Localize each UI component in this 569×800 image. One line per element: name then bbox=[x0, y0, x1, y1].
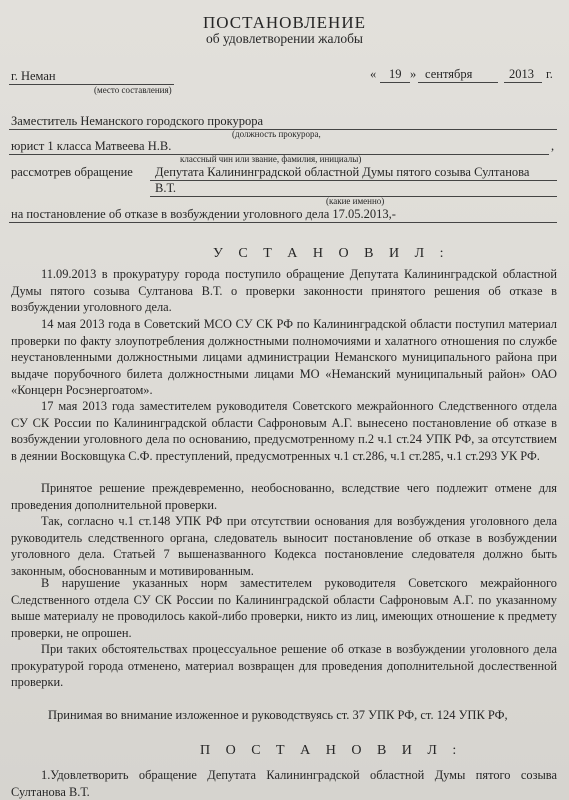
appeal-label: рассмотрев обращение bbox=[11, 165, 133, 179]
date-year-underline bbox=[504, 82, 542, 83]
appeal-line1-underline bbox=[150, 180, 557, 181]
date-year: 2013 bbox=[509, 67, 534, 81]
date-month-underline bbox=[418, 82, 498, 83]
paragraph-6: В нарушение указанных норм заместителем руководителя Советского межрайонного Следственного отдела СУ СК России по Калининградской области Сафроновым А.Г. по указанному выше материалу не проводилось какой-либо проверки, никто из лиц, имеющих отношение к предмету проверки, не опрошен. bbox=[11, 576, 557, 640]
date-year-suffix: г. bbox=[546, 67, 553, 81]
document-title: ПОСТАНОВЛЕНИЕ bbox=[202, 13, 366, 32]
date-open-quote: « bbox=[370, 67, 377, 81]
date-day-underline bbox=[380, 82, 410, 83]
official-position-caption: (должность прокурора, bbox=[232, 129, 321, 139]
appeal-text-line2: В.Т. bbox=[155, 181, 176, 195]
paragraph-2: 14 мая 2013 года в Советский МСО СУ СК РФ по Калининградской области поступил материал проверки по факту злоупотребления должностными полномочиями и халатного отношения по службе неустановленными должностными лицами администрации Неманского муниципального района при выдаче порубочного билета должностными лицами МО «Неманский муниципальный район» ОАО «Концерн Росэнергоатом». bbox=[11, 317, 557, 397]
paragraph-1: 11.09.2013 в прокуратуру города поступило обращение Депутата Калининградской областной Думы пятого созыва Султанова В.Т. о проверки законности принятого решения об отказе в возбуждении уголовного дела. bbox=[11, 267, 557, 314]
established-heading: У С Т А Н О В И Л : bbox=[213, 246, 450, 261]
appeal-subject-underline bbox=[9, 222, 557, 223]
appeal-text-line1: Депутата Калининградской областной Думы пятого созыва Султанова bbox=[155, 165, 530, 179]
place-caption: (место составления) bbox=[94, 85, 172, 95]
resolution-item-1: 1.Удовлетворить обращение Депутата Калининградской областной Думы пятого созыва Султанова В.Т. bbox=[11, 768, 557, 799]
paragraph-7: При таких обстоятельствах процессуальное решение об отказе в возбуждении уголовного дела прокуратурой города отменено, материал возвращен для проведения дополнительной дослественной проверки. bbox=[11, 642, 557, 689]
official-name: юрист 1 класса Матвеева Н.В. bbox=[11, 139, 172, 153]
official-name-caption: классный чин или звание, фамилия, инициалы) bbox=[180, 154, 362, 164]
paragraph-3: 17 мая 2013 года заместителем руководителя Советского межрайонного Следственного отдела СУ СК России по Калининградской области Сафроновым А.Г. вынесено постановление об отказе в возбуждении уголовного дела по основанию, предусмотренному п.2 ч.1 ст.24 УПК РФ, за отсутствием в деянии Восковщука С.Ф. преступлений, предусмотренных ч.1 ст.286, ч.1 ст.285, ч.1 ст.293 УК РФ. bbox=[11, 399, 557, 463]
official-comma: , bbox=[551, 139, 555, 153]
paragraph-5: Так, согласно ч.1 ст.148 УПК РФ при отсутствии основания для возбуждения уголовного дела руководитель следственного органа, следователь выносит постановление об отказе в возбуждении уголовного дела. Статьей 7 вышеназванного Кодекса постановление следователя должно быть законным, обоснованным и мотивированным. bbox=[11, 514, 557, 578]
date-day: 19 bbox=[389, 67, 402, 81]
resolved-heading: П О С Т А Н О В И Л : bbox=[200, 743, 463, 758]
appeal-subject: на постановление об отказе в возбуждении уголовного дела 17.05.2013,- bbox=[11, 207, 396, 221]
date-close-quote: » bbox=[410, 67, 417, 81]
paragraph-4: Принятое решение преждевременно, необоснованно, вследствие чего подлежит отмене для проведения дополнительной проверки. bbox=[11, 481, 557, 512]
considering-text: Принимая во внимание изложенное и руководствуясь ст. 37 УПК РФ, ст. 124 УПК РФ, bbox=[48, 708, 508, 722]
official-position: Заместитель Неманского городского прокурора bbox=[11, 114, 264, 128]
document-subtitle: об удовлетворении жалобы bbox=[205, 31, 364, 46]
appeal-caption: (какие именно) bbox=[326, 196, 385, 206]
place-value: г. Неман bbox=[11, 69, 56, 83]
date-month: сентября bbox=[425, 67, 473, 81]
